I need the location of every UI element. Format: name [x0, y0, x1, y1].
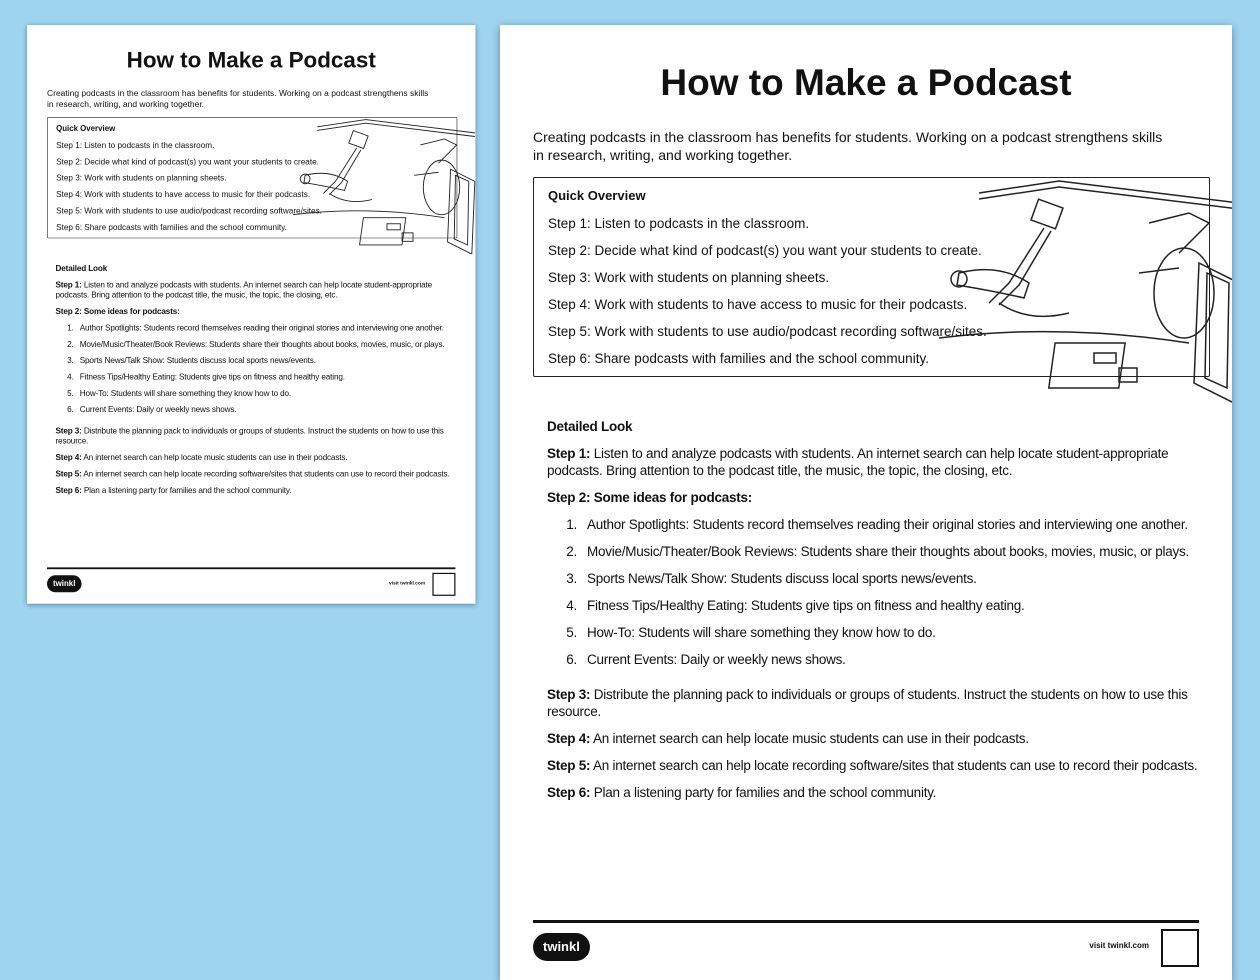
idea-text: Movie/Music/Theater/Book Reviews: Students share their thoughts about books, movies, music, or plays. — [587, 544, 1190, 559]
idea-item — [55, 339, 461, 355]
detailed-look-section — [55, 263, 461, 501]
detailed-look-heading: Detailed Look — [55, 263, 108, 273]
step-2 — [55, 306, 461, 316]
podcast-ideas-list — [55, 323, 461, 421]
intro-paragraph: Creating podcasts in the classroom has benefits for students. Working on a podcast strengthens skills in research, writing, and working together. — [533, 129, 1163, 163]
step-text: Listen to and analyze podcasts with students. An internet search can help locate student-appropriate podcasts. Bring attention to the podcast title, the music, the topic, the closing, etc. — [55, 280, 433, 300]
step-4 — [55, 452, 461, 462]
idea-number: 6. — [566, 652, 577, 667]
overview-step: Step 1: Listen to podcasts in the classroom. — [548, 216, 810, 231]
idea-item — [547, 516, 1217, 543]
idea-text: Author Spotlights: Students record themselves reading their original stories and interviewing one another. — [79, 323, 444, 333]
step-text: An internet search can help locate music students can use in their podcasts. — [590, 731, 1029, 746]
idea-item — [547, 624, 1217, 651]
podcast-ideas-list — [547, 516, 1217, 678]
idea-number: 4. — [566, 598, 577, 613]
idea-text: How-To: Students will share something they know how to do. — [587, 625, 936, 640]
overview-step: Step 3: Work with students on planning sheets. — [56, 173, 227, 183]
idea-number: 3. — [67, 355, 74, 365]
idea-item — [55, 388, 461, 404]
step-label: Step 6: — [547, 785, 591, 800]
step-label: Step 1: — [55, 280, 82, 290]
idea-text: Current Events: Daily or weekly news shows. — [79, 404, 237, 415]
overview-step: Step 1: Listen to podcasts in the classroom. — [56, 140, 215, 150]
visit-link[interactable]: visit twinkl.com — [389, 580, 426, 586]
idea-text: How-To: Students will share something they know how to do. — [79, 388, 292, 398]
overview-steps — [56, 140, 322, 238]
step-4 — [547, 730, 1217, 747]
idea-text: Fitness Tips/Healthy Eating: Students give tips on fitness and healthy eating. — [79, 372, 345, 382]
page-preview-zoomed — [500, 25, 1232, 980]
overview-step: Step 5: Work with students to use audio/podcast recording software/sites. — [548, 324, 987, 339]
step-6 — [547, 784, 1217, 801]
idea-number: 1. — [566, 517, 577, 532]
twinkl-logo: twinkl — [533, 933, 590, 961]
idea-number: 3. — [566, 571, 577, 586]
quality-badge-icon — [1161, 929, 1199, 967]
overview-step: Step 4: Work with students to have access to music for their podcasts. — [548, 297, 968, 312]
idea-number: 1. — [67, 323, 74, 333]
step-label: Step 3: — [547, 687, 591, 702]
step-text: Distribute the planning pack to individuals or groups of students. Instruct the students on how to use this resource. — [55, 426, 444, 446]
overview-step: Step 4: Work with students to have access to music for their podcasts. — [56, 189, 311, 199]
step-text: Listen to and analyze podcasts with students. An internet search can help locate student-appropriate podcasts. Bring attention to the podcast title, the music, the topic, the closing, etc. — [547, 446, 1169, 478]
step-label: Step 5: — [55, 469, 82, 479]
step-3 — [55, 426, 461, 447]
step-label: Step 6: — [55, 485, 82, 495]
step-label: Step 1: — [547, 446, 591, 461]
idea-item — [55, 404, 461, 420]
page-footer — [533, 920, 1199, 973]
overview-step: Step 2: Decide what kind of podcast(s) you want your students to create. — [548, 243, 982, 258]
visit-link[interactable]: visit twinkl.com — [1089, 941, 1149, 950]
step-1 — [55, 280, 461, 301]
idea-number: 5. — [566, 625, 577, 640]
step-text: An internet search can help locate music students can use in their podcasts. — [81, 452, 348, 462]
quality-badge-icon — [432, 573, 455, 596]
detailed-look-heading: Detailed Look — [547, 419, 633, 434]
step-label: Step 4: — [55, 452, 82, 462]
overview-step: Step 6: Share podcasts with families and the school community. — [56, 222, 287, 232]
step-2 — [547, 489, 1217, 506]
idea-text: Fitness Tips/Healthy Eating: Students give tips on fitness and healthy eating. — [587, 598, 1025, 613]
idea-number: 2. — [566, 544, 577, 559]
step-text: An internet search can help locate recording software/sites that students can use to record their podcasts. — [81, 469, 450, 479]
document-title: How to Make a Podcast — [126, 47, 376, 73]
step-text: An internet search can help locate recording software/sites that students can use to record their podcasts. — [590, 758, 1198, 773]
idea-text: Movie/Music/Theater/Book Reviews: Students share their thoughts about books, movies, music, or plays. — [79, 339, 445, 349]
step-5 — [547, 757, 1217, 774]
step-6 — [55, 485, 461, 495]
step-label: Step 4: — [547, 731, 591, 746]
step-text: Plan a listening party for families and the school community. — [590, 785, 937, 800]
quick-overview-box — [47, 117, 457, 238]
idea-number: 6. — [67, 404, 74, 415]
overview-step: Step 2: Decide what kind of podcast(s) you want your students to create. — [56, 157, 319, 167]
overview-step: Step 5: Work with students to use audio/podcast recording software/sites. — [56, 206, 322, 216]
detailed-look-section — [547, 418, 1217, 811]
idea-item — [55, 323, 461, 339]
step-text: Distribute the planning pack to individuals or groups of students. Instruct the students on how to use this resource. — [547, 687, 1188, 719]
step-label: Step 5: — [547, 758, 591, 773]
idea-item — [547, 570, 1217, 597]
idea-item — [547, 651, 1217, 678]
overview-heading: Quick Overview — [56, 123, 116, 133]
idea-text: Author Spotlights: Students record themselves reading their original stories and interviewing one another. — [587, 517, 1188, 532]
step-3 — [547, 686, 1217, 720]
document-title: How to Make a Podcast — [660, 62, 1072, 103]
overview-step: Step 3: Work with students on planning sheets. — [548, 270, 830, 285]
step-label: Step 2: Some ideas for podcasts: — [547, 490, 753, 505]
step-label: Step 2: Some ideas for podcasts: — [55, 306, 180, 316]
step-5 — [55, 469, 461, 479]
overview-step: Step 6: Share podcasts with families and the school community. — [548, 351, 929, 366]
intro-paragraph: Creating podcasts in the classroom has benefits for students. Working on a podcast strengthens skills in research, writing, and working together. — [46, 88, 429, 109]
idea-item — [55, 355, 461, 371]
idea-item — [55, 372, 461, 388]
step-1 — [547, 445, 1217, 479]
idea-number: 2. — [67, 339, 74, 349]
quick-overview-box — [533, 177, 1210, 377]
overview-heading: Quick Overview — [548, 188, 646, 203]
page-preview-thumbnail[interactable] — [27, 25, 475, 604]
step-text: Plan a listening party for families and the school community. — [81, 485, 292, 495]
overview-steps — [548, 215, 987, 377]
idea-number: 5. — [67, 388, 74, 398]
twinkl-logo: twinkl — [47, 575, 81, 592]
idea-item — [547, 543, 1217, 570]
page-footer — [47, 567, 455, 599]
idea-text: Sports News/Talk Show: Students discuss local sports news/events. — [587, 571, 977, 586]
idea-text: Current Events: Daily or weekly news shows. — [587, 652, 846, 667]
idea-item — [547, 597, 1217, 624]
idea-text: Sports News/Talk Show: Students discuss local sports news/events. — [79, 355, 316, 365]
idea-number: 4. — [67, 372, 74, 382]
step-label: Step 3: — [55, 426, 82, 436]
